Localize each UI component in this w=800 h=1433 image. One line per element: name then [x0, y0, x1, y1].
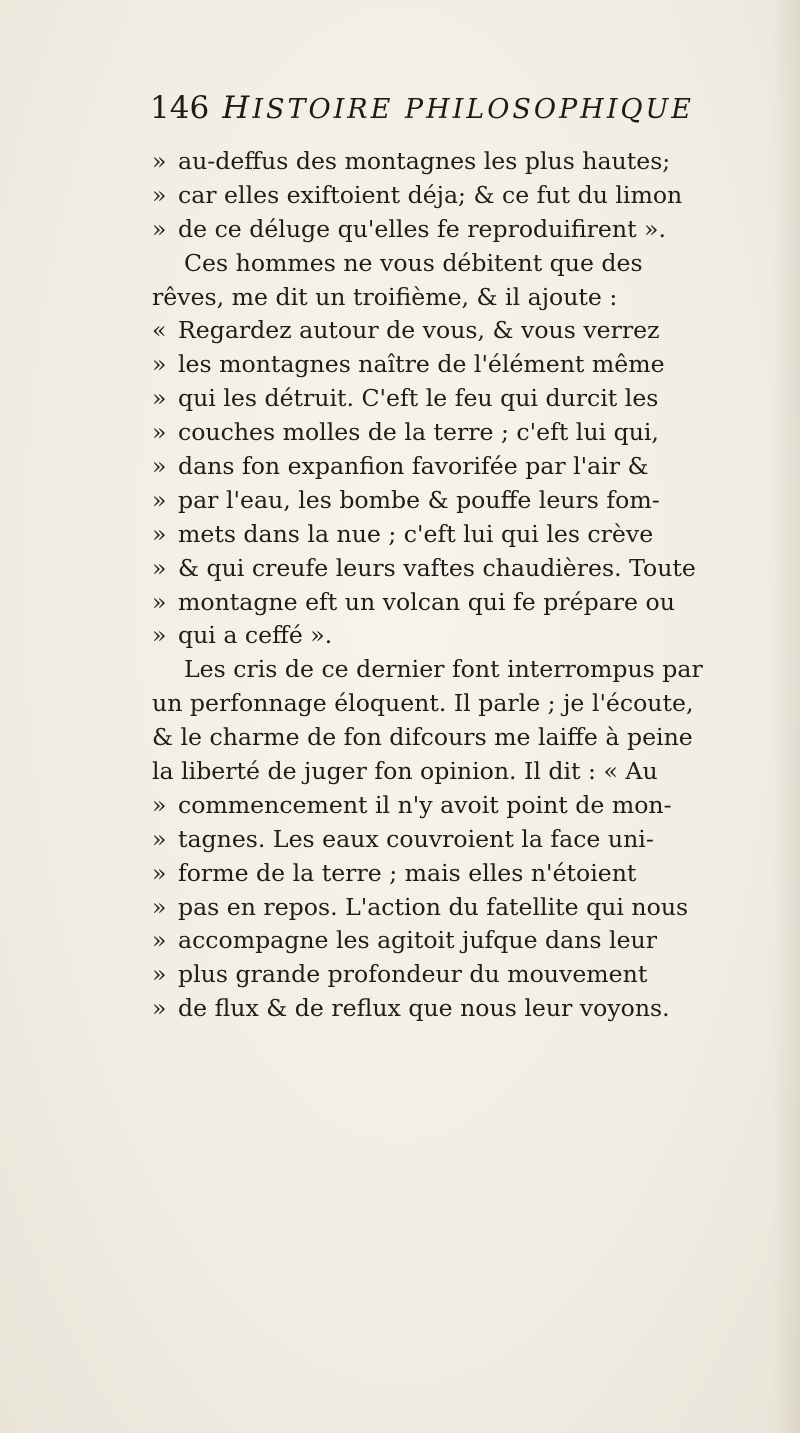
text-line: [152, 416, 772, 450]
quote-mark: »: [152, 180, 167, 209]
text-line: [152, 484, 772, 518]
line-text: car elles exiftoient déja; & ce fut du limon: [178, 180, 683, 209]
quote-mark: »: [152, 892, 167, 921]
text-line: [152, 213, 772, 247]
quote-mark: »: [152, 452, 167, 481]
text-line: [152, 789, 772, 823]
text-line: [152, 721, 772, 755]
quote-mark: »: [152, 418, 167, 447]
text-line: [152, 552, 772, 586]
text-line: [152, 924, 772, 958]
line-text: Les cris de ce dernier font interrompus par: [184, 655, 703, 684]
text-line: [152, 823, 772, 857]
line-text: couches molles de la terre ; c'eft lui qui,: [178, 418, 659, 447]
text-line: [152, 281, 772, 315]
text-line: [152, 857, 772, 891]
quote-mark: »: [152, 384, 167, 413]
running-title-rest: ISTOIRE PHILOSOPHIQUE: [252, 94, 694, 125]
quote-mark: »: [152, 790, 167, 819]
text-line: [152, 450, 772, 484]
text-line: [152, 992, 772, 1026]
line-text: mets dans la nue ; c'eft lui qui les crève: [178, 519, 654, 548]
page-edge-shadow: [772, 0, 800, 1433]
text-line: [152, 247, 772, 281]
line-text: qui a ceffé ».: [178, 621, 333, 650]
line-text: pas en repos. L'action du fatellite qui nous: [178, 892, 689, 921]
text-line: [152, 958, 772, 992]
text-line: [152, 687, 772, 721]
line-text: forme de la terre ; mais elles n'étoient: [178, 858, 637, 887]
quote-mark: »: [152, 553, 167, 582]
line-text: rêves, me dit un troifième, & il ajoute :: [152, 282, 618, 311]
text-line: [152, 382, 772, 416]
line-text: Regardez autour de vous, & vous verrez: [178, 316, 660, 345]
line-text: & le charme de fon difcours me laiffe à peine: [152, 723, 693, 752]
text-line: [152, 619, 772, 653]
line-text: la liberté de juger fon opinion. Il dit : « Au: [152, 757, 658, 786]
line-text: Ces hommes ne vous débitent que des: [184, 248, 643, 277]
line-text: accompagne les agitoit jufque dans leur: [178, 926, 658, 955]
quote-mark: »: [152, 214, 167, 243]
running-title-initial: H: [222, 90, 253, 126]
line-text: au-deffus des montagnes les plus hautes;: [178, 147, 671, 175]
line-text: plus grande profondeur du mouvement: [178, 960, 648, 989]
line-text: qui les détruit. C'eft le feu qui durcit les: [178, 384, 659, 413]
page-header: [150, 90, 750, 140]
line-text: dans fon expanfion favorifée par l'air &: [178, 452, 649, 481]
text-line: [152, 518, 772, 552]
quote-mark: »: [152, 587, 167, 616]
running-title: [222, 90, 694, 126]
quote-mark: »: [152, 485, 167, 514]
body-text: [152, 145, 772, 1026]
text-line: [152, 586, 772, 620]
quote-mark: »: [152, 147, 167, 175]
line-text: les montagnes naître de l'élément même: [178, 350, 665, 379]
line-text: de flux & de reflux que nous leur voyons.: [178, 994, 670, 1023]
line-text: de ce déluge qu'elles fe reproduifirent ».: [178, 214, 666, 243]
line-text: un perfonnage éloquent. Il parle ; je l'écoute,: [152, 689, 694, 718]
quote-mark: «: [152, 316, 167, 345]
line-text: montagne eft un volcan qui fe prépare ou: [178, 587, 675, 616]
line-text: commencement il n'y avoit point de mon-: [178, 790, 672, 819]
text-line: [152, 348, 772, 382]
text-line: [152, 755, 772, 789]
quote-mark: »: [152, 350, 167, 379]
line-text: tagnes. Les eaux couvroient la face uni-: [178, 824, 654, 853]
quote-mark: »: [152, 994, 167, 1023]
line-text: & qui creufe leurs vaftes chaudières. Toute: [178, 553, 696, 582]
quote-mark: »: [152, 519, 167, 548]
text-line: [152, 145, 772, 179]
quote-mark: »: [152, 960, 167, 989]
quote-mark: »: [152, 926, 167, 955]
quote-mark: »: [152, 824, 167, 853]
line-text: par l'eau, les bombe & pouffe leurs fom-: [178, 485, 660, 514]
text-line: [152, 179, 772, 213]
quote-mark: »: [152, 621, 167, 650]
text-line: [152, 891, 772, 925]
quote-mark: »: [152, 858, 167, 887]
page-number: 146: [150, 90, 210, 126]
text-line: [152, 314, 772, 348]
text-line: [152, 653, 772, 687]
